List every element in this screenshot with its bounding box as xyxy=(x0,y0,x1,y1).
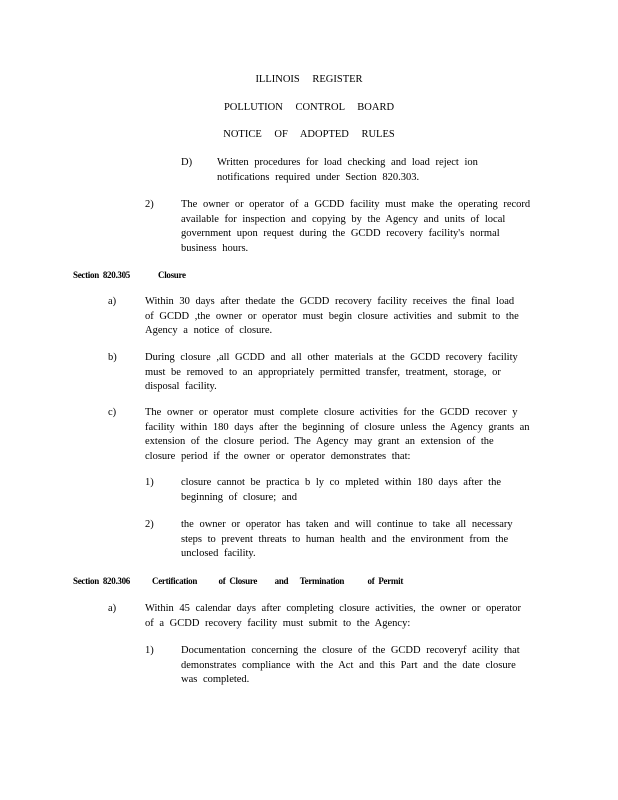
section-title: Certification of Closure and Termination of Permit xyxy=(152,576,404,586)
paragraph-d xyxy=(217,156,478,185)
section-number: Section 820.306 xyxy=(73,576,130,586)
text-line: During closure ,all GCDD and all other materials at the GCDD recovery facility xyxy=(145,352,518,363)
section-number: Section 820.305 xyxy=(73,270,130,280)
item-label: 2) xyxy=(145,199,154,210)
section-title: Closure xyxy=(158,270,186,280)
text-line: Documentation concerning the closure of the GCDD recoveryf acility that xyxy=(181,645,520,656)
text-line: steps to prevent threats to human health and the environment from the xyxy=(181,533,509,545)
text-line: Written procedures for load checking and load reject ion xyxy=(217,157,478,168)
text-line: of GCDD ,the owner or operator must begin closure activities and submit to the xyxy=(145,310,519,322)
item-label: 1) xyxy=(145,645,154,656)
item-label: 1) xyxy=(145,477,154,488)
item-label: a) xyxy=(108,603,117,614)
notice-title: NOTICE OF ADOPTED RULES xyxy=(223,129,395,140)
text-line: The owner or operator must complete closure activities for the GCDD recover y xyxy=(145,407,518,418)
text-line: closure period if the owner or operator demonstrates that: xyxy=(145,450,411,462)
text-line: business hours. xyxy=(181,242,249,254)
item-label: D) xyxy=(181,157,193,168)
board-title: POLLUTION CONTROL BOARD xyxy=(223,102,395,113)
text-line: disposal facility. xyxy=(145,381,217,392)
text-line: government upon request during the GCDD recovery facility's normal xyxy=(181,228,500,239)
text-line: The owner or operator of a GCDD facility must make the operating record xyxy=(181,199,531,210)
item-label: 2) xyxy=(145,519,154,530)
text-line: closure cannot be practica b ly co mpleted within 180 days after the xyxy=(181,477,501,488)
text-line: must be removed to an appropriately permitted transfer, treatment, storage, or xyxy=(145,366,501,378)
item-label: b) xyxy=(108,352,117,363)
item-label: c) xyxy=(108,407,117,418)
paragraph-305-b xyxy=(145,351,518,395)
text-line: notifications required under Section 820.303. xyxy=(217,171,420,183)
text-line: of a GCDD recovery facility must submit to the Agency: xyxy=(145,617,411,629)
text-line: facility within 180 days after the beginning of closure unless the Agency grants an xyxy=(145,421,530,433)
item-label: a) xyxy=(108,296,117,307)
paragraph-305-c-1 xyxy=(181,476,501,505)
text-line: unclosed facility. xyxy=(181,548,256,559)
paragraph-306-a xyxy=(145,602,521,631)
paragraph-2 xyxy=(181,198,530,256)
text-line: Agency a notice of closure. xyxy=(145,325,273,336)
paragraph-305-c xyxy=(145,406,530,464)
text-line: was completed. xyxy=(181,674,250,685)
text-line: Within 30 days after thedate the GCDD recovery facility receives the final load xyxy=(145,296,515,307)
text-line: extension of the closure period. The Agency may grant an extension of the xyxy=(145,436,494,447)
paragraph-306-a-1 xyxy=(181,644,520,688)
paragraph-305-c-2 xyxy=(181,518,513,562)
text-line: available for inspection and copying by the Agency and units of local xyxy=(181,213,506,225)
text-line: Within 45 calendar days after completing closure activities, the owner or operator xyxy=(145,603,522,614)
text-line: beginning of closure; and xyxy=(181,491,298,503)
register-title: ILLINOIS REGISTER xyxy=(255,74,363,85)
paragraph-305-a xyxy=(145,295,519,339)
text-line: the owner or operator has taken and will continue to take all necessary xyxy=(181,519,513,530)
text-line: demonstrates compliance with the Act and this Part and the date closure xyxy=(181,659,516,671)
